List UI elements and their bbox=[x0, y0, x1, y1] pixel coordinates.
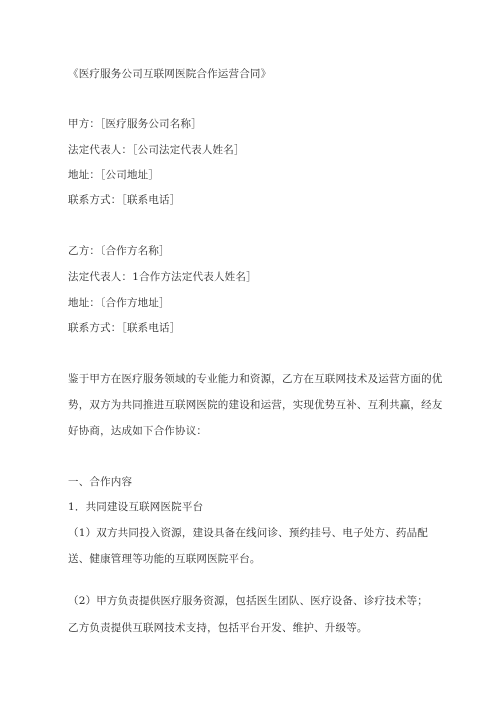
party-b-contact: 联系方式：［联系电话］ bbox=[68, 322, 181, 334]
clause-line: （2）甲方负责提供医疗服务资源，包括医生团队、医疗设备、诊疗技术等； bbox=[68, 595, 428, 607]
clause-line: （1）双方共同投入资源，建设具备在线问诊、预约挂号、电子处方、药品配 bbox=[68, 527, 428, 539]
preamble-line: 鉴于甲方在医疗服务领域的专业能力和资源，乙方在互联网技术及运营方面的优 bbox=[68, 373, 443, 385]
party-a-name: 甲方：［医疗服务公司名称］ bbox=[68, 118, 202, 130]
preamble-line: 好协商，达成如下合作协议： bbox=[68, 425, 208, 437]
section-heading: 一、合作内容 bbox=[68, 476, 133, 488]
party-a-contact: 联系方式：［联系电话］ bbox=[68, 194, 181, 206]
preamble-line: 势，双方为共同推进互联网医院的建设和运营，实现优势互补、互利共赢，经友 bbox=[68, 399, 443, 411]
subsection-heading: 1．共同建设互联网医院平台 bbox=[68, 501, 204, 513]
party-a-address: 地址：［公司地址］ bbox=[68, 169, 160, 181]
party-b-address: 地址：〔合作方地址］ bbox=[68, 297, 170, 309]
party-b-name: 乙方：〔合作方名称］ bbox=[68, 245, 170, 257]
clause-line: 乙方负责提供互联网技术支持，包括平台开发、维护、升级等。 bbox=[68, 622, 368, 634]
party-a-legal-rep: 法定代表人：［公司法定代表人姓名］ bbox=[68, 144, 245, 156]
clause-line: 送、健康管理等功能的互联网医院平台。 bbox=[68, 553, 261, 565]
party-b-legal-rep: 法定代表人：1合作方法定代表人姓名］ bbox=[68, 271, 257, 283]
contract-title: 《医疗服务公司互联网医院合作运营合同》 bbox=[68, 68, 272, 80]
